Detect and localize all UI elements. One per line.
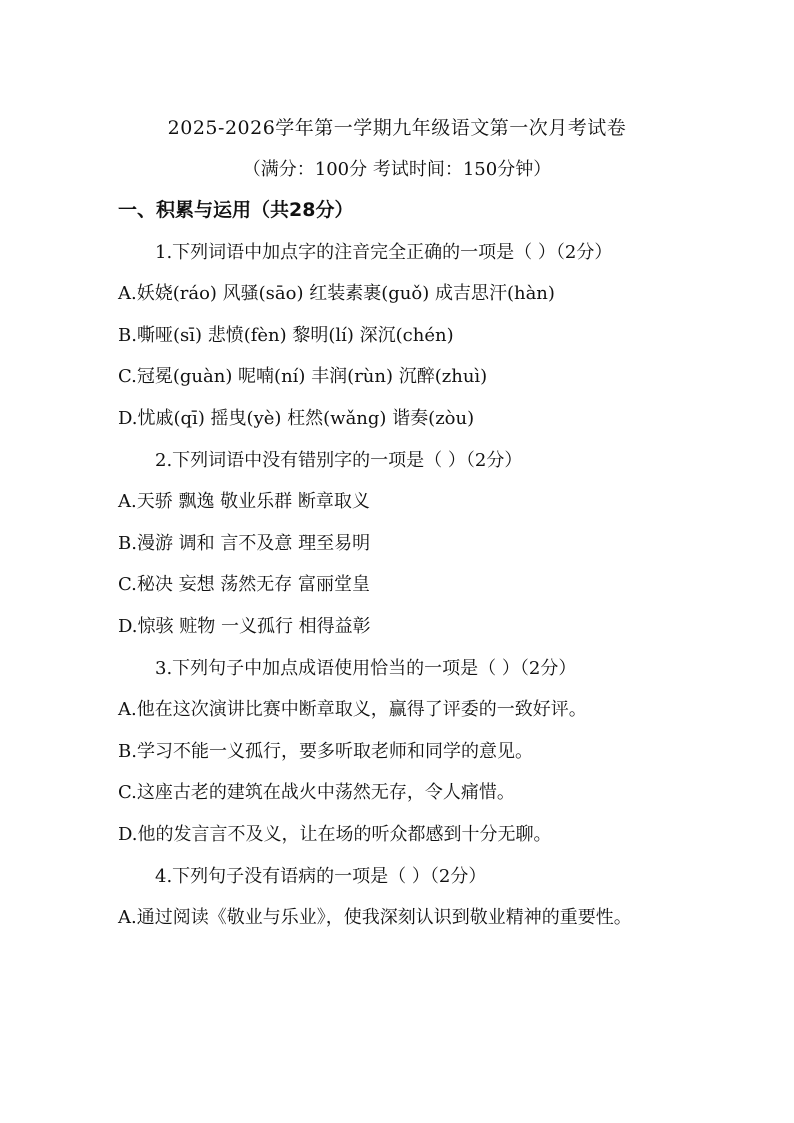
exam-title: 2025-2026学年第一学期九年级语文第一次月考试卷 — [167, 117, 627, 139]
q2-option-d: D.惊骇 赃物 一义孤行 相得益彰 — [118, 615, 371, 637]
q2-option-a: A.天骄 飘逸 敬业乐群 断章取义 — [118, 491, 370, 513]
exam-content — [118, 190, 678, 939]
question-1-stem: 1.下列词语中加点字的注音完全正确的一项是（ ）（2分） — [155, 241, 613, 263]
q2-option-b: B.漫游 调和 言不及意 理至易明 — [118, 532, 371, 554]
q3-option-a: A.他在这次演讲比赛中断章取义，赢得了评委的一致好评。 — [118, 699, 587, 721]
q3-option-d: D.他的发言言不及义，让在场的听众都感到十分无聊。 — [118, 823, 552, 845]
q1-option-a: A.妖娆(ráo) 风骚(sāo) 红装素裹(guǒ) 成吉思汗(hàn) — [118, 283, 555, 305]
question-3-stem: 3.下列句子中加点成语使用恰当的一项是（ ）（2分） — [155, 657, 577, 679]
section-heading: 一、积累与运用（共28分） — [118, 199, 354, 221]
q1-option-b: B.嘶哑(sī) 悲愤(fèn) 黎明(lí) 深沉(chén) — [118, 324, 454, 346]
question-2-stem: 2.下列词语中没有错别字的一项是（ ）（2分） — [155, 449, 523, 471]
q2-option-c: C.秘决 妄想 荡然无存 富丽堂皇 — [118, 574, 371, 596]
exam-subtitle: （满分：100分 考试时间：150分钟） — [242, 159, 552, 180]
question-4-stem: 4.下列句子没有语病的一项是（ ）（2分） — [155, 865, 487, 887]
q4-option-a: A.通过阅读《敬业与乐业》，使我深刻认识到敬业精神的重要性。 — [118, 907, 632, 929]
q3-option-b: B.学习不能一义孤行，要多听取老师和同学的意见。 — [118, 740, 533, 762]
q3-option-c: C.这座古老的建筑在战火中荡然无存，令人痛惜。 — [118, 782, 515, 804]
q1-option-d: D.忧戚(qī) 摇曳(yè) 枉然(wǎng) 谐奏(zòu) — [118, 407, 475, 429]
q1-option-c: C.冠冕(guàn) 呢喃(ní) 丰润(rùn) 沉醉(zhuì) — [118, 366, 488, 388]
